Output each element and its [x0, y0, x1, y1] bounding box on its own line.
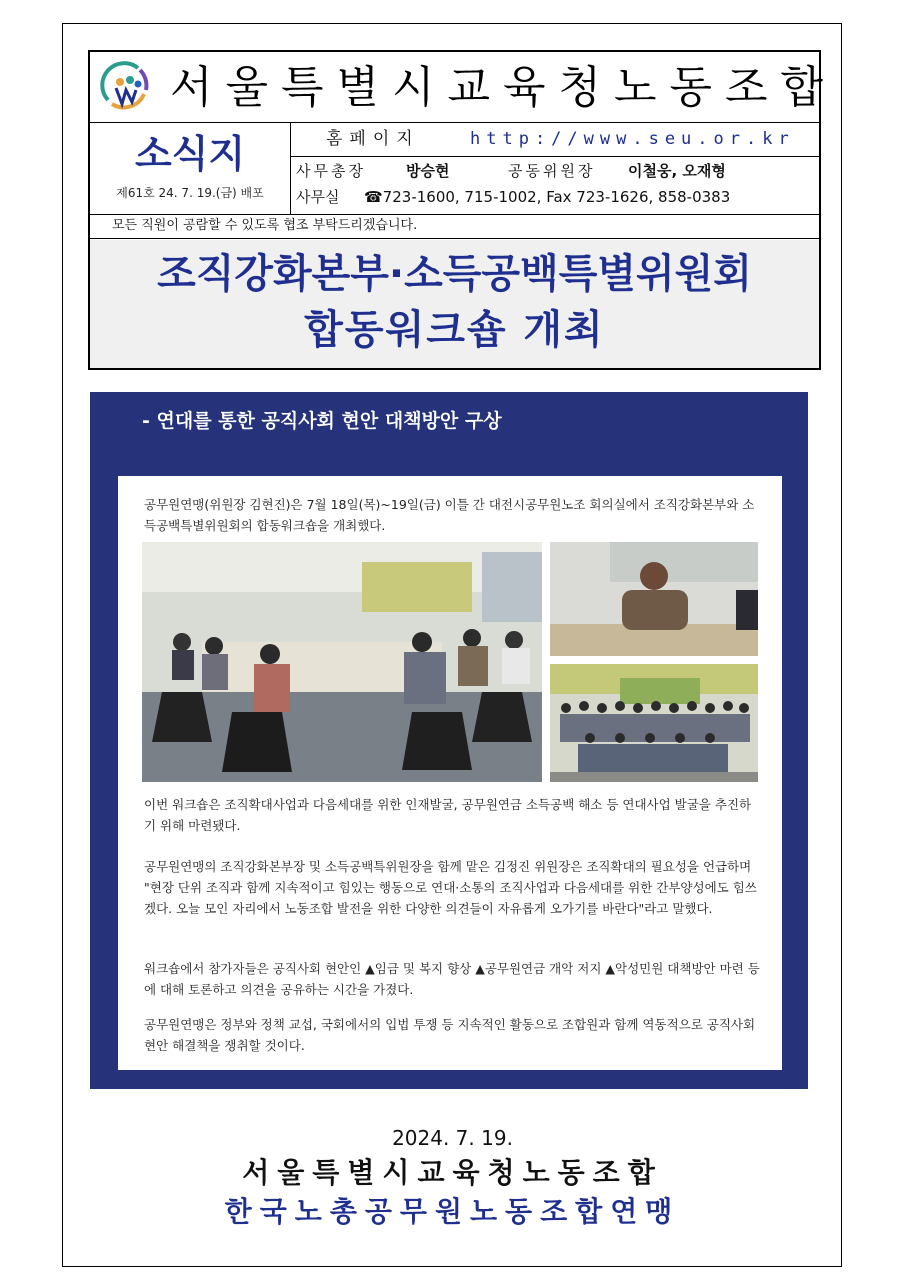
footer-org-name: 서울특별시교육청노동조합	[242, 1156, 663, 1189]
newsletter-name: 소식지	[134, 132, 246, 176]
title-row	[90, 52, 837, 123]
speaker-photo	[550, 542, 758, 656]
headline-line-2: 합동워크숍 개최	[304, 307, 605, 353]
homepage-link[interactable]: http://www.seu.or.kr	[470, 129, 795, 149]
office-row	[290, 184, 821, 210]
secretary-label: 사무총장	[296, 162, 366, 180]
group-photo	[550, 664, 758, 782]
org-title: 서울특별시교육청노동조합	[170, 62, 837, 113]
newsletter-header	[88, 50, 837, 370]
article-card	[118, 476, 782, 1070]
homepage-row	[290, 122, 821, 157]
office-contact: ☎723-1600, 715-1002, Fax 723-1626, 858-0383	[364, 188, 731, 206]
article-paragraph-4: 워크숍에서 참가자들은 공직사회 현안인 ▲임금 및 복지 향상 ▲공무원연금 개악 저지 ▲악성민원 대책방안 마련 등에 대해 토론하고 의견을 공유하는 시간을 가졌다.	[144, 961, 760, 997]
officer-row	[290, 158, 821, 184]
article-paragraph-5: 공무원연맹은 정부와 정책 교섭, 국회에서의 입법 투쟁 등 지속적인 활동으로 조합원과 함께 역동적으로 공직사회 현안 해결책을 쟁취할 것이다.	[144, 1017, 756, 1053]
article-paragraph-2: 이번 워크숍은 조직확대사업과 다음세대를 위한 인재발굴, 공무원연금 소득공백 해소 등 연대사업 발굴을 추진하기 위해 마련됐다.	[144, 797, 752, 833]
article-paragraph-3: 공무원연맹의 조직강화본부장 및 소득공백특위원장을 함께 맡은 김정진 위원장은 조직확대의 필요성을 언급하며 "현장 단위 조직과 함께 지속적이고 힘있는 행동으로 연대·소통의 조직사업과 다음세대를 위한 간부양성에도 힘쓰겠다. 오늘 모인 자리에서 노동조합 발전을 위한 다양한 의견들이 자유롭게 오가기를 바란다"라고 말했다.	[144, 859, 757, 916]
article-paragraph-1: 공무원연맹(위원장 김현진)은 7월 18일(목)~19일(금) 이틀 간 대전시공무원노조 회의실에서 조직강화본부와 소득공백특별위원회의 합동워크숍을 개최했다.	[144, 497, 755, 533]
cochair-names: 이철웅, 오재형	[628, 162, 726, 180]
secretary-name: 방승현	[406, 162, 450, 180]
issue-line: 제61호 24. 7. 19.(금) 배포	[116, 186, 264, 200]
headline	[90, 240, 819, 368]
notice-row	[90, 214, 819, 239]
cochair-label: 공동위원장	[508, 162, 596, 180]
meeting-photo-main	[142, 542, 542, 782]
office-label: 사무실	[296, 188, 340, 206]
footer-federation-name: 한국노총공무원노동조합연맹	[224, 1195, 681, 1228]
footer-date: 2024. 7. 19.	[392, 1126, 513, 1150]
newsletter-name-box	[90, 122, 291, 214]
info-row	[90, 122, 819, 215]
homepage-label: 홈페이지	[326, 129, 420, 149]
notice-text: 모든 직원이 공람할 수 있도록 협조 부탁드리겠습니다.	[112, 218, 418, 233]
article-panel	[90, 392, 808, 1089]
article-subheading: - 연대를 통한 공직사회 현안 대책방안 구상	[142, 410, 502, 432]
headline-line-1: 조직강화본부·소득공백특별위원회	[157, 251, 752, 297]
union-logo-icon	[98, 60, 154, 116]
